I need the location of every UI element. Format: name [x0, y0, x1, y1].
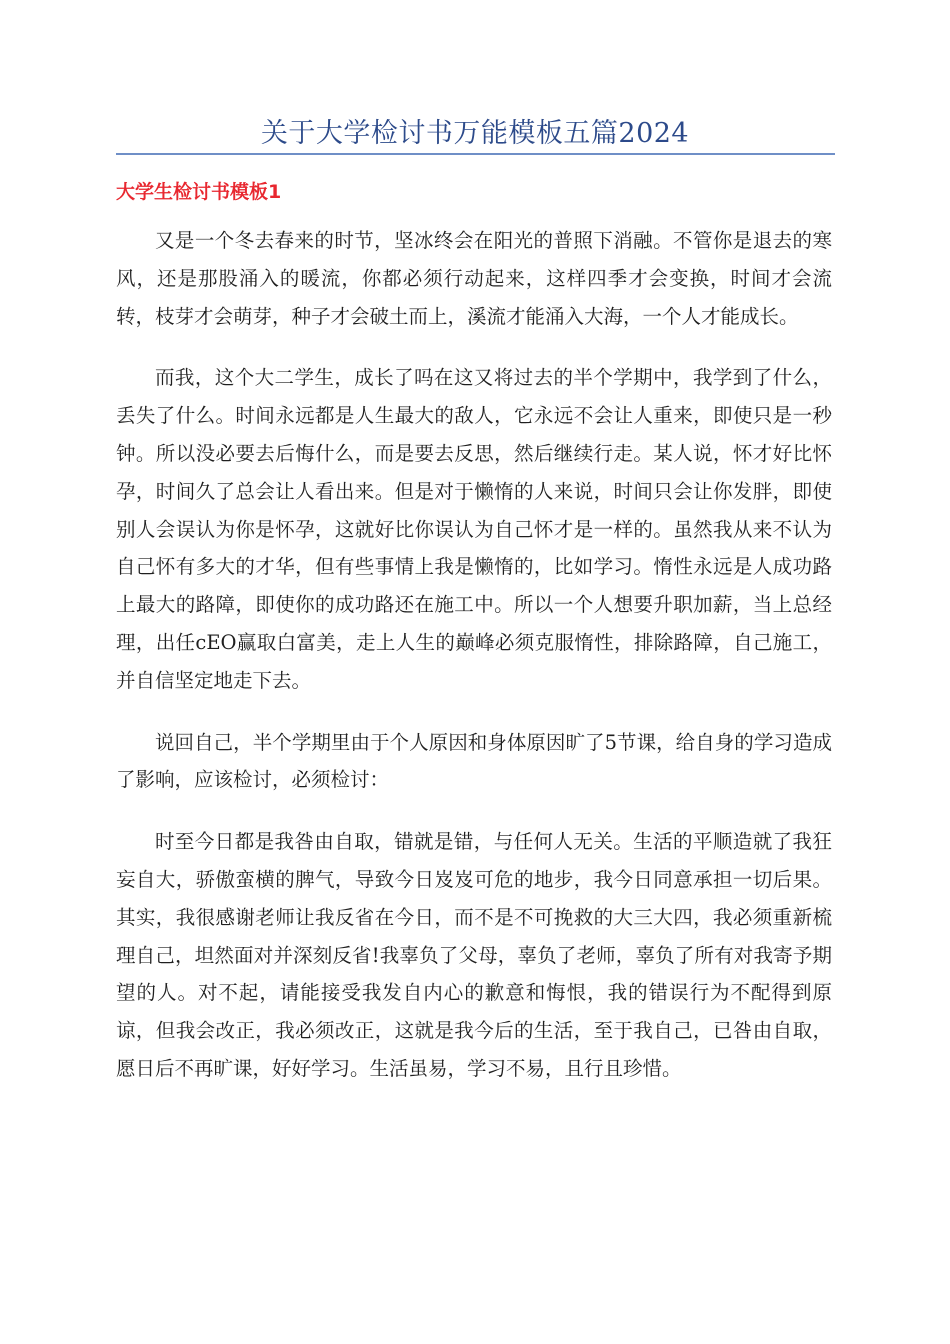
document-title: 关于大学检讨书万能模板五篇2024: [260, 118, 690, 149]
section-heading: 大学生检讨书模板1: [116, 181, 282, 203]
body-text: [116, 222, 832, 1112]
title-underline-rule: [116, 153, 835, 155]
paragraph-1: 又是一个冬去春来的时节，坚冰终会在阳光的普照下消融。不管你是退去的寒风，还是那股涌入的暖流，你都必须行动起来，这样四季才会变换，时间才会流转，枝芽才会萌芽，种子才会破土而上，溪流才能涌入大海，一个人才能成长。: [116, 229, 832, 328]
paragraph-2: 而我，这个大二学生，成长了吗在这又将过去的半个学期中，我学到了什么，丢失了什么。时间永远都是人生最大的敌人，它永远不会让人重来，即使只是一秒钟。所以没必要去后悔什么，而是要去反思，然后继续行走。某人说，怀才好比怀孕，时间久了总会让人看出来。但是对于懒惰的人来说，时间只会让你发胖，即使别人会误认为你是怀孕，这就好比你误认为自己怀才是一样的。虽然我从来不认为自己怀有多大的才华，但有些事情上我是懒惰的，比如学习。惰性永远是人成功路上最大的路障，即使你的成功路还在施工中。所以一个人想要升职加薪，当上总经理，出任cEO赢取白富美，走上人生的巅峰必须克服惰性，排除路障，自己施工，并自信坚定地走下去。: [116, 366, 832, 692]
paragraph-4: 时至今日都是我咎由自取，错就是错，与任何人无关。生活的平顺造就了我狂妄自大，骄傲蛮横的脾气，导致今日岌岌可危的地步，我今日同意承担一切后果。其实，我很感谢老师让我反省在今日，而不是不可挽救的大三大四，我必须重新梳理自己，坦然面对并深刻反省!我辜负了父母，辜负了老师，辜负了所有对我寄予期望的人。对不起，请能接受我发自内心的歉意和悔恨，我的错误行为不配得到原谅，但我会改正，我必须改正，这就是我今后的生活，至于我自己，已咎由自取，愿日后不再旷课，好好学习。生活虽易，学习不易，且行且珍惜。: [116, 830, 832, 1080]
paragraph-3: 说回自己，半个学期里由于个人原因和身体原因旷了5节课，给自身的学习造成了影响，应该检讨，必须检讨：: [116, 730, 832, 792]
